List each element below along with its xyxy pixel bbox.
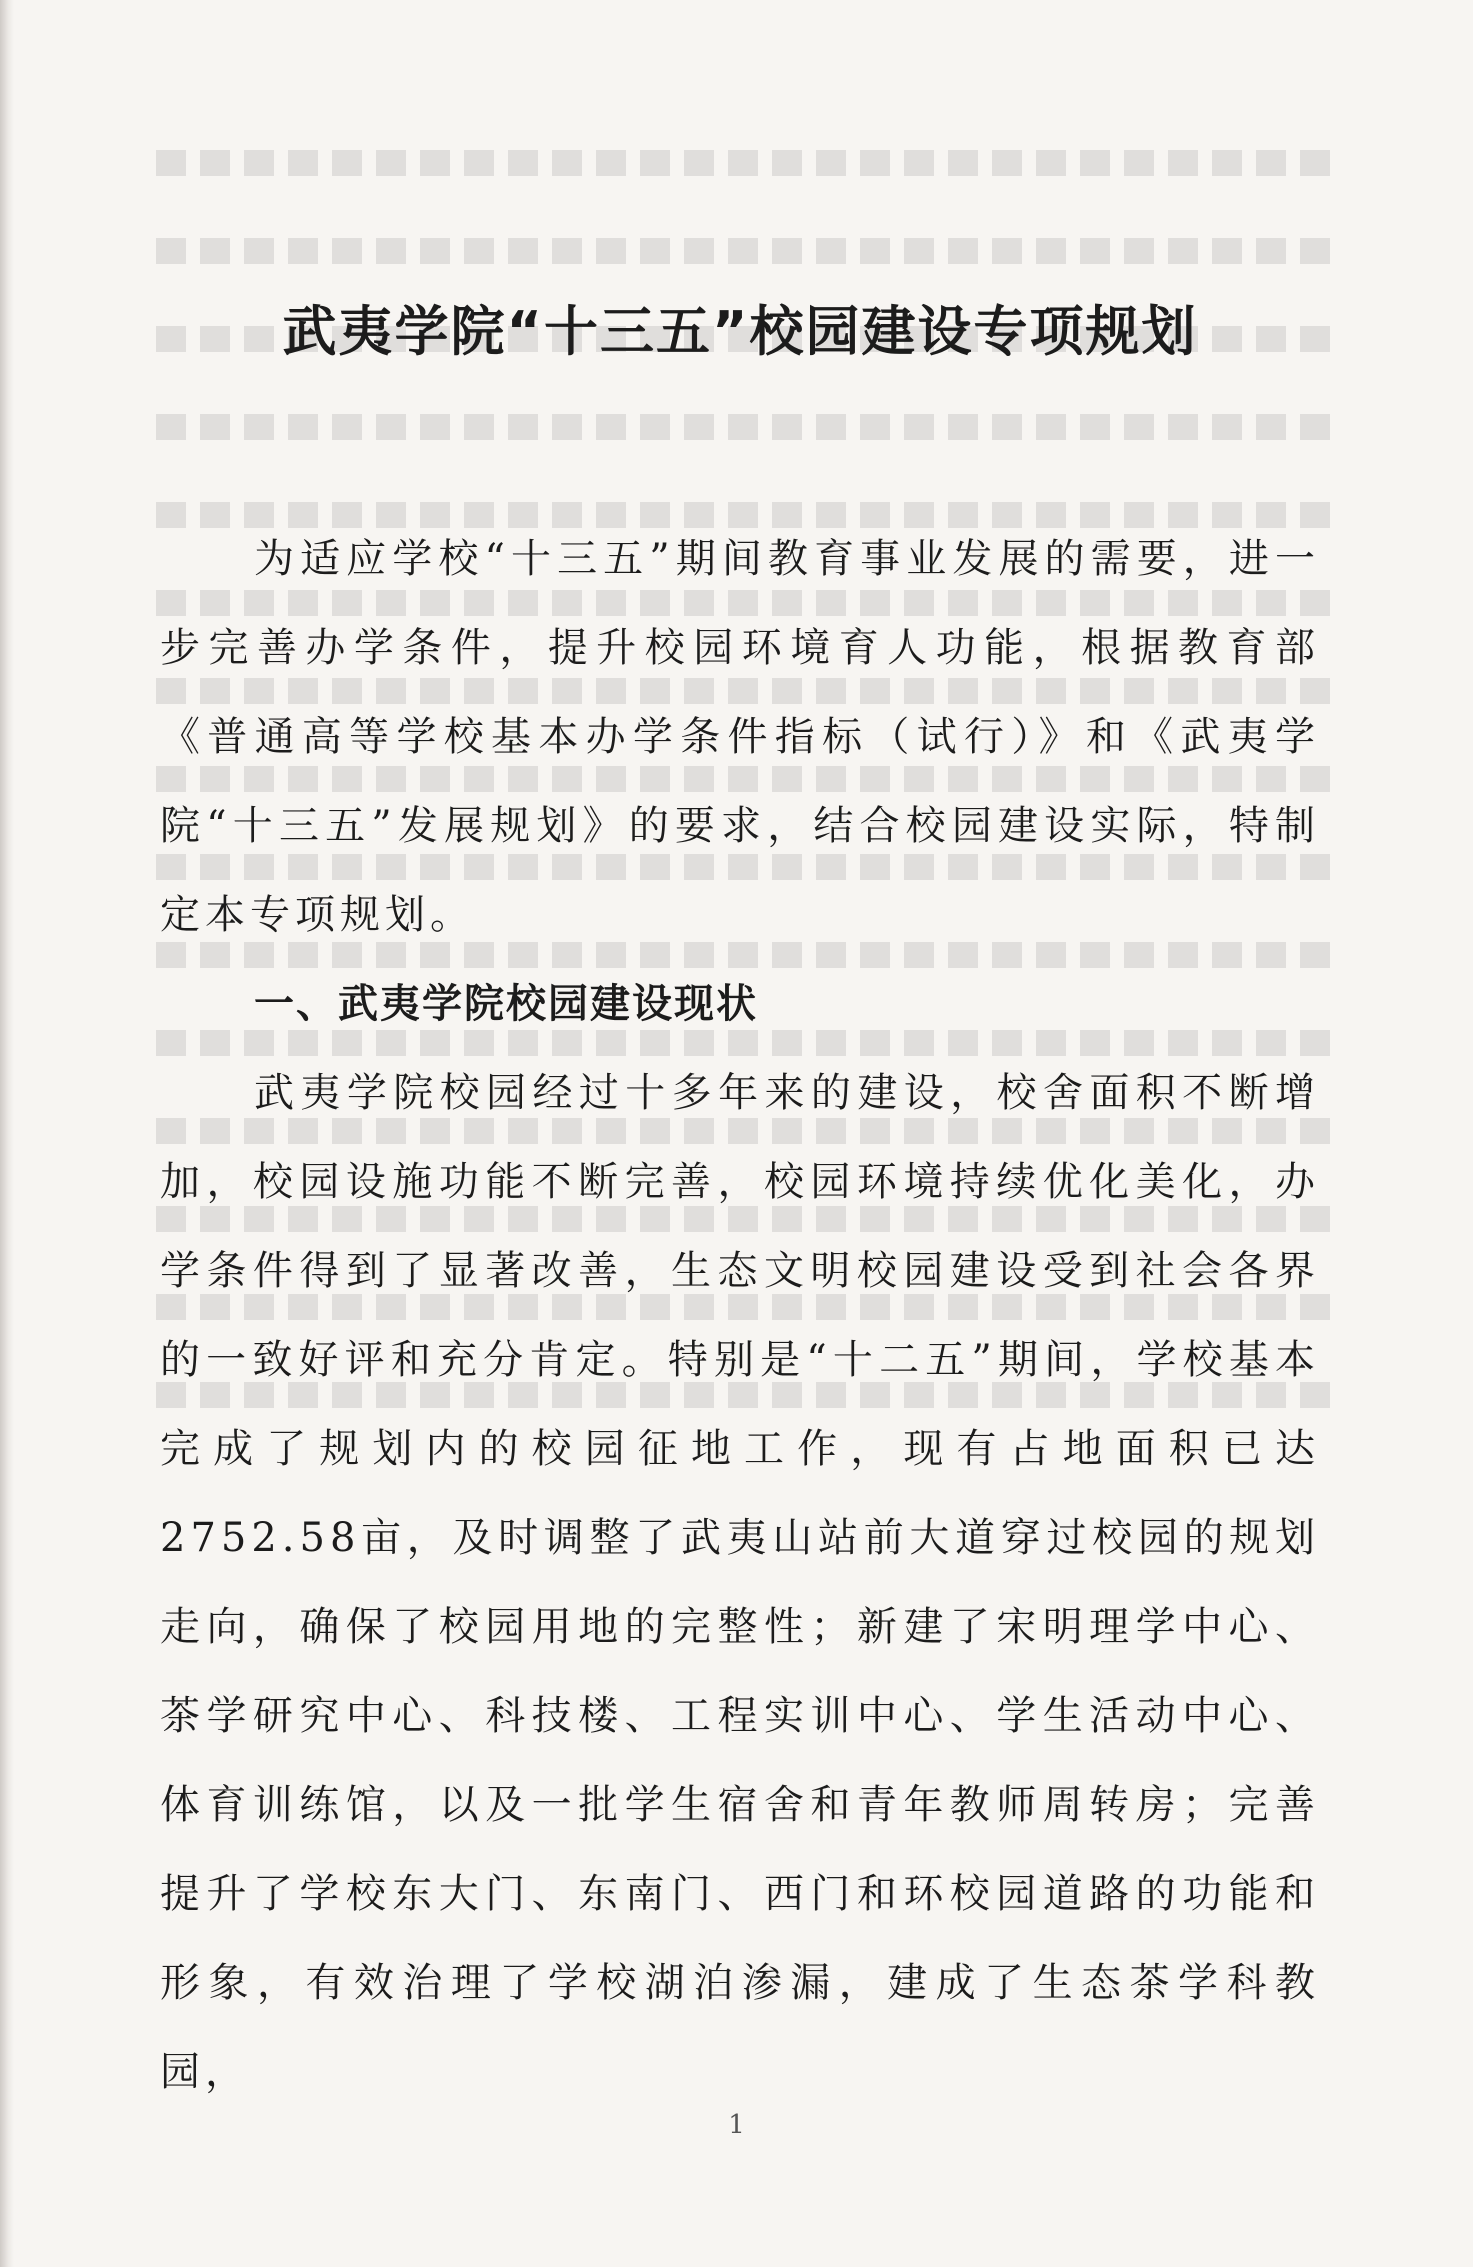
document-title: 武夷学院“十三五”校园建设专项规划 [282, 300, 1198, 363]
section-paragraph: 武夷学院校园经过十多年来的建设，校舍面积不断增加，校园设施功能不断完善，校园环境持续优化美化，办学条件得到了显著改善，生态文明校园建设受到社会各界的一致好评和充分肯定。特别是“十二五”期间，学校基本完成了规划内的校园征地工作，现有占地面积已达2752.58亩，及时调整了武夷山站前大道穿过校园的规划走向，确保了校园用地的完整性；新建了宋明理学中心、茶学研究中心、科技楼、工程实训中心、学生活动中心、体育训练馆，以及一批学生宿舍和青年教师周转房；完善提升了学校东大门、东南门、西门和环校园道路的功能和形象，有效治理了学校湖泊渗漏，建成了生态茶学科教园， [160, 1069, 1320, 2095]
page-number: 1 [728, 2110, 745, 2140]
section-heading: 一、武夷学院校园建设现状 [254, 980, 758, 1027]
document-body [160, 300, 1320, 2117]
scan-page-edge [0, 0, 14, 2267]
intro-paragraph: 为适应学校“十三五”期间教育事业发展的需要，进一步完善办学条件，提升校园环境育人功能，根据教育部《普通高等学校基本办学条件指标（试行）》和《武夷学院“十三五”发展规划》的要求，结合校园建设实际，特制定本专项规划。 [160, 535, 1320, 938]
